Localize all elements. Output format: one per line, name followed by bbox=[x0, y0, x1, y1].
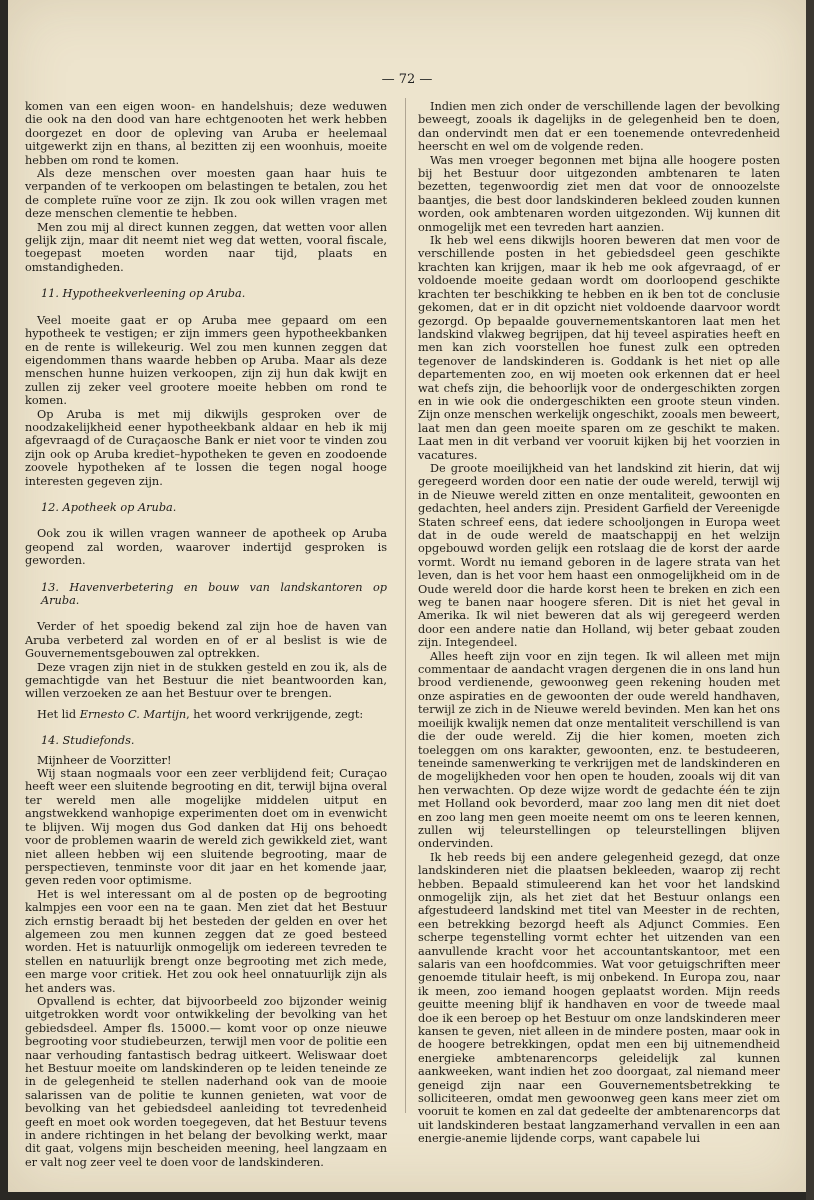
section-heading-11: 11. Hypotheekverleening op Aruba. bbox=[41, 287, 246, 301]
salutation: Mijnheer de Voorzitter! bbox=[37, 753, 172, 767]
paragraph: Men zou mij al direct kunnen zeggen, dat wetten voor allen gelijk zijn, maar dit neemt niet weg dat wetten, vooral fiscale, toegepast moeten worden naar tijd, plaats en omstandigheden. bbox=[25, 220, 387, 274]
paragraph: Was men vroeger begonnen met bijna alle hoogere posten bij het Bestuur door uitgezonden ambtenaren te laten bezetten, tegenwoordig ziet men dat voor de onnoozelste baantjes, die best door landskinderen bekleed zouden kunnen worden, ook ambtenaren worden uitgezonden. Wij kunnen dit onmogelijk met een tevreden hart aanzien. bbox=[418, 153, 780, 234]
speaker-prefix: Het lid bbox=[37, 707, 80, 721]
speaker-suffix: , het woord verkrijgende, zegt: bbox=[186, 707, 364, 721]
left-column bbox=[25, 100, 387, 1169]
paragraph: Deze vragen zijn niet in de stukken gesteld en zou ik, als de gemachtigde van het Bestuur die niet beantwoorden kan, willen verzoeken ze aan het Bestuur over te brengen. bbox=[25, 660, 387, 701]
paragraph: Ik heb reeds bij een andere gelegenheid gezegd, dat onze landskinderen niet die plaatsen bekleeden, waarop zij recht hebben. Bepaald stimuleerend kan het voor het landskind onmogelijk zijn, als het ziet dat het Bestuur onlangs een afgestudeerd landskind met titel van Meester in de rechten, een betrekking bezorgd heeft als Adjunct Commies. Een scherpe tegenstelling vormt echter het uitzenden van een aanvullende kracht voor het accountantskantoor, met een salaris van een hoofdcommies. Wat voor getuigschriften meer genoemde titulair heeft, is mij onbekend. In Europa zou, naar ik meen, zoo iemand hoogen geplaatst worden. Mijn reeds geuitte meening blijf ik handhaven en voor de tweede maal doe ik een beroep op het Bestuur om onze landskinderen meer kansen te geven, niet alleen in de mindere posten, maar ook in de hoogere betrekkingen, opdat men een bij uitnemendheid energieke ambtenarencorps geleidelijk zal kunnen aankweeken, want indien het zoo doorgaat, zal niemand meer geneigd zijn naar een Gouvernementsbetrekking te solliciteeren, omdat men gewoonweg geen kans meer ziet om vooruit te komen en zal dat gedeelte der ambtenarencorps dat uit landskinderen bestaat langzamerhand vervallen in een aan energie-anemie lijdende corps, want capabele lui bbox=[418, 850, 780, 1146]
paragraph: De groote moeilijkheid van het landskind zit hierin, dat wij geregeerd worden door een natie der oude wereld, terwijl wij in de Nieuwe wereld zitten en onze mentaliteit, gewoonten en gedachten, heel anders zijn. President Garfield der Vereenigde Staten schreef eens, dat iedere schooljongen in Europa weet dat in de oude wereld de maatschappij en het welzijn opgebouwd worden gelijk een rotslaag die de korst der aarde vormt. Wordt nu iemand geboren in de lagere strata van het leven, dan is het voor hem haast een onmogelijkheid om in de Oude wereld door die harde korst heen te breken en zich een weg te banen naar hoogere sferen. Dit is niet het geval in Amerika. Ik wil niet beweren dat als wij geregeerd werden door een andere natie dan Holland, wij beter gebaat zouden zijn. Integendeel. bbox=[418, 461, 780, 650]
paragraph: Veel moeite gaat er op Aruba mee gepaard om een hypotheek te vestigen; er zijn immers geen hypotheekbanken en de rente is willekeurig. Wel zou men kunnen zeggen dat eigendommen thans waarde hebben op Aruba. Maar als deze menschen hunne huizen verkoopen, zijn zij hun dak kwijt en zullen zij zeker veel grootere moeite hebben om rond te komen. bbox=[25, 313, 387, 408]
paragraph: Het is wel interessant om al de posten op de begrooting kalmpjes een voor een na te gaan. Men ziet dat het Bestuur zich ernstig beraadt bij het besteden der gelden en over het algemeen zou men kunnen zeggen dat ze goed besteed worden. Het is natuurlijk onmogelijk om iedereen tevreden te stellen en natuurlijk brengt onze begrooting met zich mede, een marge voor critiek. Het zou ook heel onnatuurlijk zijn als het anders was. bbox=[25, 887, 387, 995]
paragraph: Als deze menschen over moesten gaan haar huis te verpanden of te verkoopen om belastingen te betalen, zou het de complete ruïne voor ze zijn. Ik zou ook willen vragen met deze menschen clementie te hebben. bbox=[25, 167, 387, 221]
paragraph: Indien men zich onder de verschillende lagen der bevolking beweegt, zooals ik dagelijks in de gelegenheid ben te doen, dan ondervindt men dat er een toenemende ontevredenheid heerscht en wel om de volgende reden. bbox=[418, 100, 780, 154]
paragraph: komen van een eigen woon- en handelshuis; deze weduwen die ook na den dood van hare echtgenooten het werk hebben doorgezet en door de opleving van Aruba er heelemaal uitgewerkt zijn en thans, al bezitten zij een woonhuis, moeite hebben om rond te komen. bbox=[25, 100, 387, 167]
column-divider bbox=[405, 98, 406, 1113]
paragraph: Wij staan nogmaals voor een zeer verblijdend feit; Curaçao heeft weer een sluitende begrooting en dit, terwijl bijna overal ter wereld men alle mogelijke middelen uitput en angstwekkend wanhopige experimenten doet om in evenwicht te blijven. Wij mogen dus God danken dat Hij ons behoedt voor de problemen waarin de wereld zich gewikkeld ziet, want niet alleen hebben wij een sluitende begrooting, maar de perspectieven, tenminste voor dit jaar en het komende jaar, geven reden voor optimisme. bbox=[25, 767, 387, 888]
document-page bbox=[8, 0, 806, 1192]
right-column bbox=[418, 100, 780, 1146]
paragraph: Alles heeft zijn voor en zijn tegen. Ik wil alleen met mijn commentaar de aandacht vragen dergenen die in ons land hun brood verdienende, gewoonweg geen rekening houden met onze aspiraties en de gewoonten der oude wereld handhaven, terwijl ze zich in de Nieuwe wereld bevinden. Men kan het ons moeilijk kwalijk nemen dat onze mentaliteit verschillend is van die der oude wereld. Zij die hier komen, moeten zich toeleggen om ons karakter, gewoonten, enz. te bestudeeren, teneinde samenwerking te verkrijgen met de landskinderen en de mogelijkheden voor hen open te houden, zooals wij dit van hen verwachten. Op deze wijze wordt de gedachte één te zijn met Holland ook bevorderd, maar zoo lang men dit niet doet en zoo lang men geen moeite neemt om ons te leeren kennen, zullen wij teleurstellingen op teleurstellingen blijven ondervinden. bbox=[418, 649, 780, 851]
scan-edge bbox=[806, 0, 814, 1200]
paragraph: Ik heb wel eens dikwijls hooren beweren dat men voor de verschillende posten in het gebiedsdeel geen geschikte krachten kan krijgen, maar ik heb me ook afgevraagd, of er voldoende moeite gedaan wordt om doorloopend geschikte krachten ter beschikking te hebben en ik ben tot de conclusie gekomen, dat er in dit opzicht niet voldoende daarvoor wordt gezorgd. Op bepaalde gouvernementskantoren laat men het landskind vlakweg begrijpen, dat hij teveel aspiraties heeft en men kan zich voorstellen hoe funest zulk een optreden tegenover de landskinderen is. Goddank is het niet op alle departementen zoo, en wij moeten ook erkennen dat er heel wat chefs zijn, die behoorlijk voor de ondergeschikten zorgen en in wie ook die ondergeschikten een groote steun vinden. Zijn onze menschen werkelijk ongeschikt, zooals men beweert, laat men dan geen moeite sparen om ze geschikt te maken. Laat men in dit verband ver vooruit kijken bij het voorzien in vacatures. bbox=[418, 234, 780, 462]
section-heading-12: 12. Apotheek op Aruba. bbox=[41, 500, 177, 514]
speaker-name: Ernesto C. Martijn bbox=[79, 707, 187, 721]
paragraph: Opvallend is echter, dat bijvoorbeeld zoo bijzonder weinig uitgetrokken wordt voor ontwikkeling der bevolking van het gebiedsdeel. Amper fls. 15000.— komt voor op onze nieuwe begrooting voor studiebeurzen, terwijl men voor de politie een naar verhouding fantastisch bedrag uitkeert. Weliswaar doet het Bestuur moeite om landskinderen op te leiden teneinde ze in de gelegenheid te stellen naderhand ook van de mooie salarissen van de politie te kunnen genieten, wat voor de bevolking van het gebiedsdeel aanleiding tot tevredenheid geeft en moet ook worden toegegeven, dat het Bestuur tevens in andere richtingen in het belang der bevolking werkt, maar dit gaat, volgens mijn bescheiden meening, heel langzaam en er valt nog zeer veel te doen voor de landskinderen. bbox=[25, 994, 387, 1169]
speaker-line bbox=[25, 708, 387, 721]
section-heading-13: 13. Havenverbetering en bouw van landskantoren op Aruba. bbox=[41, 580, 387, 607]
section-heading-14: 14. Studiefonds. bbox=[41, 734, 135, 748]
paragraph: Ook zou ik willen vragen wanneer de apotheek op Aruba geopend zal worden, waarover indertijd gesproken is geworden. bbox=[25, 527, 387, 568]
paragraph: Op Aruba is met mij dikwijls gesproken over de noodzakelijkheid eener hypotheekbank aldaar en heb ik mij afgevraagd of de Curaçaosche Bank er niet voor te vinden zou zijn ook op Aruba krediet–hypotheken te geven en zoodoende zoovele hypotheken af te lossen die tegen nogal hooge interesten gegeven zijn. bbox=[25, 407, 387, 488]
paragraph: Verder of het spoedig bekend zal zijn hoe de haven van Aruba verbeterd zal worden en of er al beslist is wie de Gouvernementsgebouwen zal optrekken. bbox=[25, 620, 387, 661]
page-number: — 72 — bbox=[381, 72, 433, 87]
